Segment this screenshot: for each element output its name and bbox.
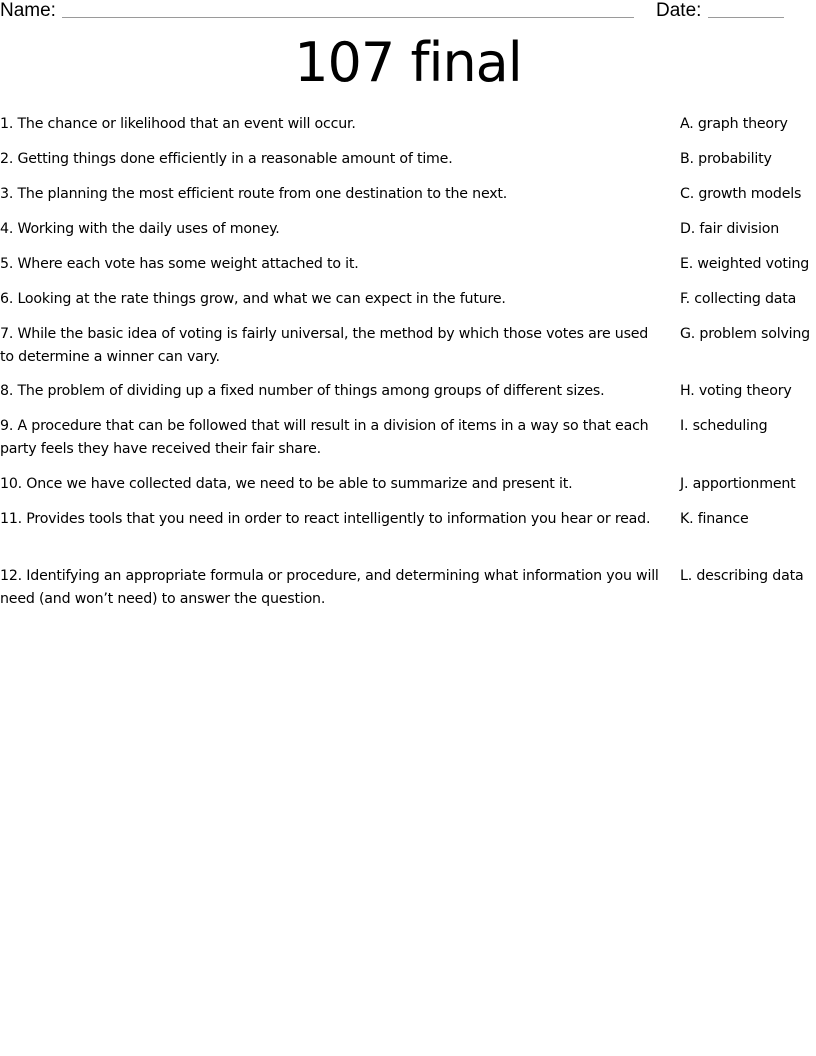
list-item [0, 288, 816, 323]
clue-text: 9. A procedure that can be followed that will result in a division of items in a way so that each party feels they have received their fair share. [0, 418, 649, 457]
clue-text: 5. Where each vote has some weight attached to it. [0, 256, 359, 272]
answer-choice: J. apportionment [680, 476, 796, 492]
answer-choice: C. growth models [680, 186, 802, 202]
clue-text: 4. Working with the daily uses of money. [0, 221, 280, 237]
answer-choice: D. fair division [680, 221, 780, 237]
list-item [0, 183, 816, 218]
answer-choice: A. graph theory [680, 116, 788, 132]
clue-text: 6. Looking at the rate things grow, and what we can expect in the future. [0, 291, 506, 307]
list-item [0, 415, 816, 473]
answer-choice: B. probability [680, 151, 772, 167]
answer-choice: L. describing data [680, 568, 804, 584]
clue-text: 12. Identifying an appropriate formula or procedure, and determining what information you will need (and won’t need) to answer the question. [0, 568, 659, 607]
list-item [0, 253, 816, 288]
list-item [0, 148, 816, 183]
clue-text: 3. The planning the most efficient route from one destination to the next. [0, 186, 508, 202]
date-field[interactable] [708, 17, 784, 18]
answer-choice: I. scheduling [680, 418, 768, 434]
list-item [0, 113, 816, 148]
list-item [0, 473, 816, 508]
clue-text: 7. While the basic idea of voting is fairly universal, the method by which those votes are used to determine a winner can vary. [0, 326, 649, 365]
answer-choice: H. voting theory [680, 383, 792, 399]
matching-list [0, 113, 816, 622]
name-field[interactable] [62, 17, 634, 18]
list-item [0, 323, 816, 380]
page-title: 107 final [294, 31, 522, 94]
clue-text: 10. Once we have collected data, we need to be able to summarize and present it. [0, 476, 573, 492]
list-item [0, 380, 816, 415]
answer-choice: G. problem solving [680, 326, 810, 342]
clue-text: 1. The chance or likelihood that an event will occur. [0, 116, 356, 132]
answer-choice: E. weighted voting [680, 256, 810, 272]
clue-text: 11. Provides tools that you need in order to react intelligently to information you hear or read. [0, 511, 651, 527]
worksheet-header [0, 0, 816, 22]
clue-text: 2. Getting things done efficiently in a reasonable amount of time. [0, 151, 453, 167]
answer-choice: K. finance [680, 511, 749, 527]
clue-text: 8. The problem of dividing up a fixed number of things among groups of different sizes. [0, 383, 605, 399]
list-item [0, 508, 816, 565]
list-item [0, 218, 816, 253]
date-label: Date: [656, 0, 702, 21]
name-label: Name: [0, 0, 56, 21]
list-item [0, 565, 816, 622]
answer-choice: F. collecting data [680, 291, 797, 307]
